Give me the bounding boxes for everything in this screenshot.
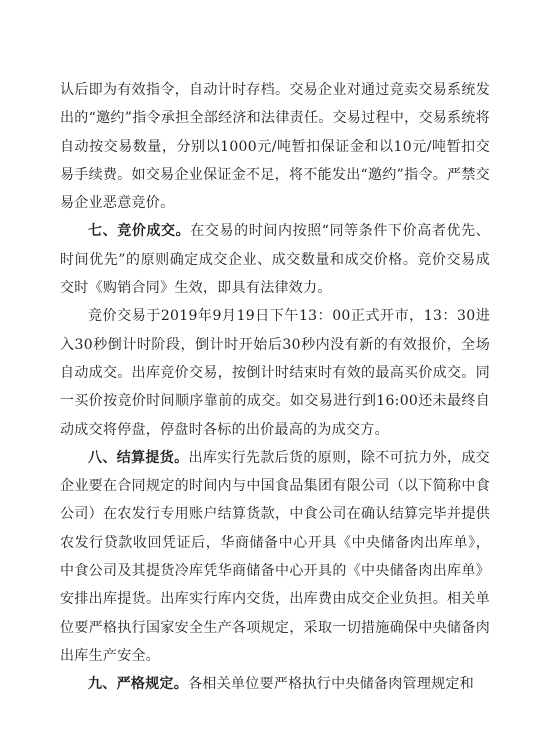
paragraph-text: 在交易的时间内按照“同等条件下价高者优先、时间优先”的原则确定成交企业、成交数量和成交价格。竞价交易成交时《购销合同》生效，即具有法律效力。: [60, 223, 490, 297]
paragraph-section-9: [60, 670, 490, 698]
section-heading: 九、严格规定。: [88, 676, 189, 693]
paragraph-trading-time: [60, 302, 490, 443]
paragraph-text: 各相关单位要严格执行中央储备肉管理规定和: [188, 676, 475, 693]
paragraph-text: 出库实行先款后货的原则，除不可抗力外，成交企业要在合同规定的时间内与中国食品集团有限公司（以下简称中食公司）在农发行专用账户结算货款，中食公司在确认结算完毕并提供农发行贷款收回凭证后，华商储备中心开具《中央储备肉出库单》，中食公司及其提货冷库凭华商储备中心开具的《中央储备肉出库单》安排出库提货。出库实行库内交货，出库费由成交企业负担。相关单位要严格执行国家安全生产各项规定，采取一切措施确保中央储备肉出库生产安全。: [60, 449, 490, 664]
paragraph-text: 竞价交易于2019年9月19日下午13：00正式开市，13：30进入30秒倒计时阶段，倒计时开始后30秒内没有新的有效报价，全场自动成交。出库竞价交易，按倒计时结束时有效的最高买价成交。同一买价按竞价时间顺序靠前的成交。如交易进行到16:00还未最终自动成交将停盘，停盘时各标的出价最高的为成交方。: [60, 308, 490, 438]
paragraph-margin-rules: [60, 76, 490, 217]
paragraph-text: 认后即为有效指令，自动计时存档。交易企业对通过竞卖交易系统发出的“邀约”指令承担全部经济和法律责任。交易过程中，交易系统将自动按交易数量，分别以1000元/吨暂扣保证金和以10元/吨暂扣交易手续费。如交易企业保证金不足，将不能发出“邀约”指令。严禁交易企业恶意竞价。: [60, 82, 490, 212]
section-heading: 八、结算提货。: [88, 449, 189, 466]
document-body: [60, 76, 490, 699]
section-heading: 七、竞价成交。: [88, 223, 191, 240]
paragraph-section-8: [60, 444, 490, 670]
paragraph-section-7: [60, 217, 490, 302]
